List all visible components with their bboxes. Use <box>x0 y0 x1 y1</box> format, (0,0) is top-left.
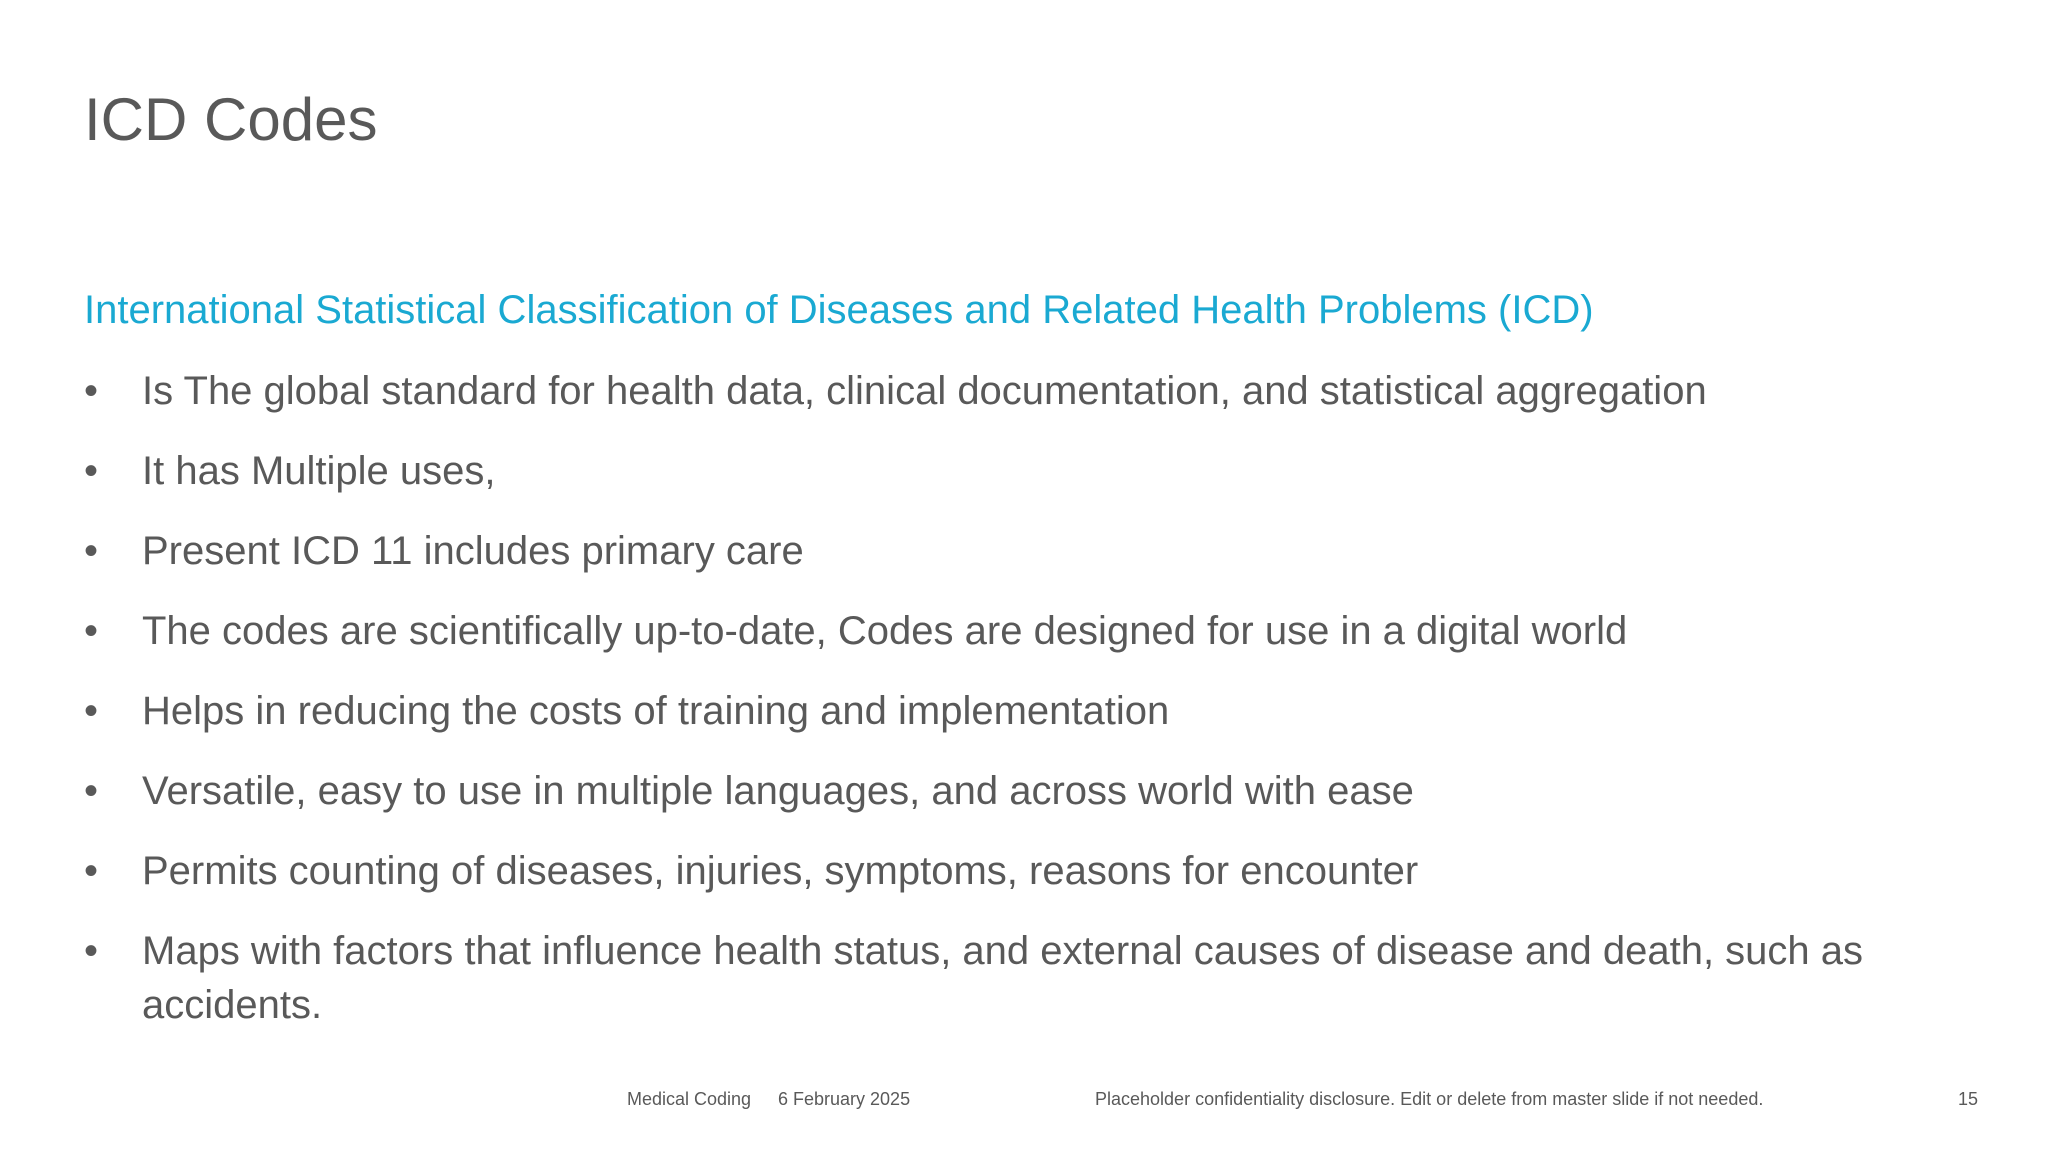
bullet-item <box>84 844 1964 898</box>
bullet-icon: • <box>84 529 99 573</box>
footer-disclosure: Placeholder confidentiality disclosure. Edit or delete from master slide if not needed. <box>1095 1089 1764 1109</box>
slide-subtitle: International Statistical Classification of Diseases and Related Health Problems (ICD) <box>84 288 1594 332</box>
bullet-item <box>84 444 1964 498</box>
bullet-text: It has Multiple uses, <box>142 449 496 493</box>
slide-title: ICD Codes <box>84 86 378 153</box>
bullet-list <box>84 364 1964 1058</box>
bullet-icon: • <box>84 769 99 813</box>
bullet-icon: • <box>84 369 99 413</box>
bullet-text: Present ICD 11 includes primary care <box>142 529 804 573</box>
bullet-text: Is The global standard for health data, clinical documentation, and statistical aggregation <box>142 369 1707 413</box>
bullet-icon: • <box>84 449 99 493</box>
bullet-text: Helps in reducing the costs of training and implementation <box>142 689 1170 733</box>
bullet-icon: • <box>84 849 99 893</box>
bullet-item <box>84 924 1964 1032</box>
bullet-icon: • <box>84 689 99 733</box>
bullet-icon: • <box>84 609 99 653</box>
bullet-item <box>84 764 1964 818</box>
bullet-item <box>84 604 1964 658</box>
bullet-text: Versatile, easy to use in multiple languages, and across world with ease <box>142 769 1414 813</box>
bullet-item <box>84 684 1964 738</box>
bullet-item <box>84 364 1964 418</box>
bullet-text: The codes are scientifically up-to-date, Codes are designed for use in a digital world <box>142 609 1628 653</box>
bullet-text: Permits counting of diseases, injuries, symptoms, reasons for encounter <box>142 849 1419 893</box>
slide-number: 15 <box>1958 1089 1979 1109</box>
bullet-item <box>84 524 1964 578</box>
footer-presentation-name: Medical Coding <box>627 1089 752 1109</box>
bullet-icon: • <box>84 929 99 973</box>
footer-date: 6 February 2025 <box>778 1089 911 1109</box>
bullet-text: Maps with factors that influence health status, and external causes of disease and death, such as accidents. <box>142 929 1864 1027</box>
